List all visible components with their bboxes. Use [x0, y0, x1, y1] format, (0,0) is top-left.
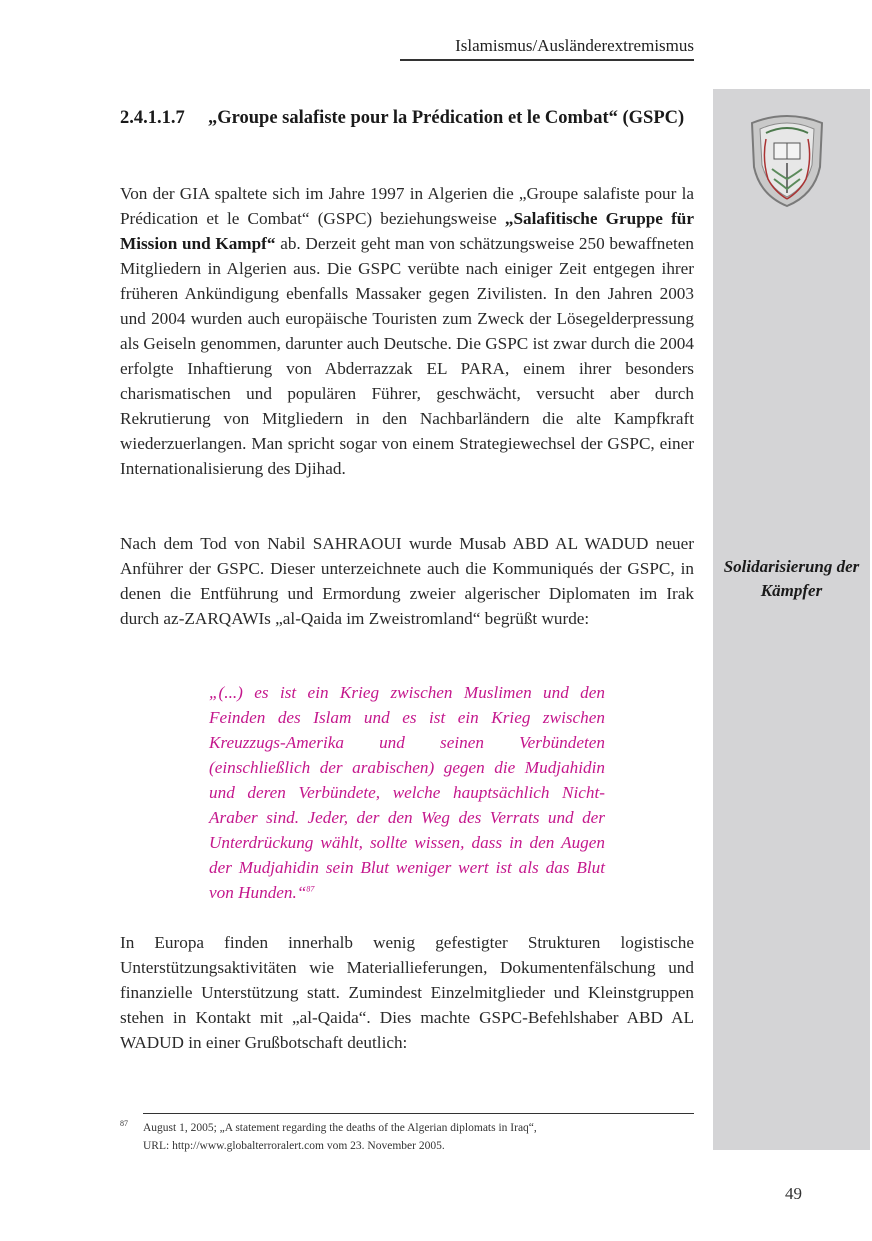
section-heading: [120, 106, 694, 130]
sidebar: [713, 89, 870, 1150]
footnote-line-2: URL: http://www.globalterroralert.com vom 23. November 2005.: [143, 1140, 445, 1152]
paragraph-1-intro: Von der GIA spaltete sich im Jahre 1997 in Algerien die „Groupe salafiste pour la Prédication et le Combat“ (GSPC) beziehungsweise: [120, 184, 694, 228]
paragraph-2: Nach dem Tod von Nabil SAHRAOUI wurde Musab ABD AL WADUD neuer Anführer der GSPC. Dieser unterzeichnete auch die Kommuniqués der GSPC, in denen die Entführung und Ermordung zweier algerischer Diplomaten im Irak durch az-ZARQAWIs „al-Qaida im Zweistromland“ begrüßt wurde:: [120, 534, 694, 628]
footnote-text: [143, 1119, 694, 1155]
running-header: Islamismus/Ausländerextremismus: [455, 36, 694, 55]
paragraph-1: [120, 181, 694, 481]
organization-emblem-icon: [744, 109, 830, 209]
footnote-number: 87: [120, 1119, 128, 1128]
footnote-line-1: August 1, 2005; „A statement regarding the deaths of the Algerian diplomats in Iraq“,: [143, 1122, 537, 1134]
paragraph-1-bold-term: „Salafitische Gruppe für Mission und Kampf“: [120, 209, 694, 253]
footnote-rule: [143, 1113, 694, 1114]
section-title: „Groupe salafiste pour la Prédication et le Combat“ (GSPC): [208, 108, 685, 128]
margin-note: Solidarisierung der Kämpfer: [723, 557, 860, 600]
section-number: 2.4.1.1.7: [120, 108, 185, 128]
block-quote: [209, 680, 605, 905]
paragraph-3: In Europa finden innerhalb wenig gefestigter Strukturen logistische Unterstützungsaktivitäten wie Materiallieferungen, Dokumentenfälschung und finanzielle Unterstützung statt. Zumindest Einzelmitglieder und Kleinstgruppen stehen in Kontakt mit „al-Qaida“. Dies machte GSPC-Befehlshaber ABD AL WADUD in einer Grußbotschaft deutlich:: [120, 933, 694, 1052]
page-number: 49: [785, 1184, 802, 1203]
header-rule: [400, 59, 694, 61]
footnote-reference: 87: [306, 884, 315, 894]
quote-text: „(...) es ist ein Krieg zwischen Muslimen und den Feinden des Islam und es ist ein Krieg zwischen Kreuzzugs-Amerika und seinen Verbündeten (einschließlich der arabischen) gegen die Mudjahidin und deren Verbündete, welche hauptsächlich Nicht-Araber sind. Jeder, der den Weg des Verrats und der Unterdrückung wählt, sollte wissen, dass in den Augen der Mudjahidin sein Blut weniger wert ist als das Blut von Hunden.“: [209, 683, 605, 902]
paragraph-1-body: ab. Derzeit geht man von schätzungsweise 250 bewaffneten Mitgliedern in Algerien aus. Die GSPC verübte nach einiger Zeit entgegen ihrer früheren Ankündigung ebenfalls Massaker gegen Zivilisten. In den Jahren 2003 und 2004 wurden auch europäische Touristen zum Zweck der Lösegelderpressung als Geiseln genommen, darunter auch Deutsche. Die GSPC ist zwar durch die 2004 erfolgte Inhaftierung von Abderrazzak EL PARA, einem ihrer besonders charismatischen und populären Führer, geschwächt, versucht aber durch Rekrutierung von Mitgliedern in den Nachbarländern die alte Kampfkraft wiederzuerlangen. Man spricht sogar von einem Strategiewechsel der GSPC, einer Internationalisierung des Djihad.: [120, 234, 694, 478]
